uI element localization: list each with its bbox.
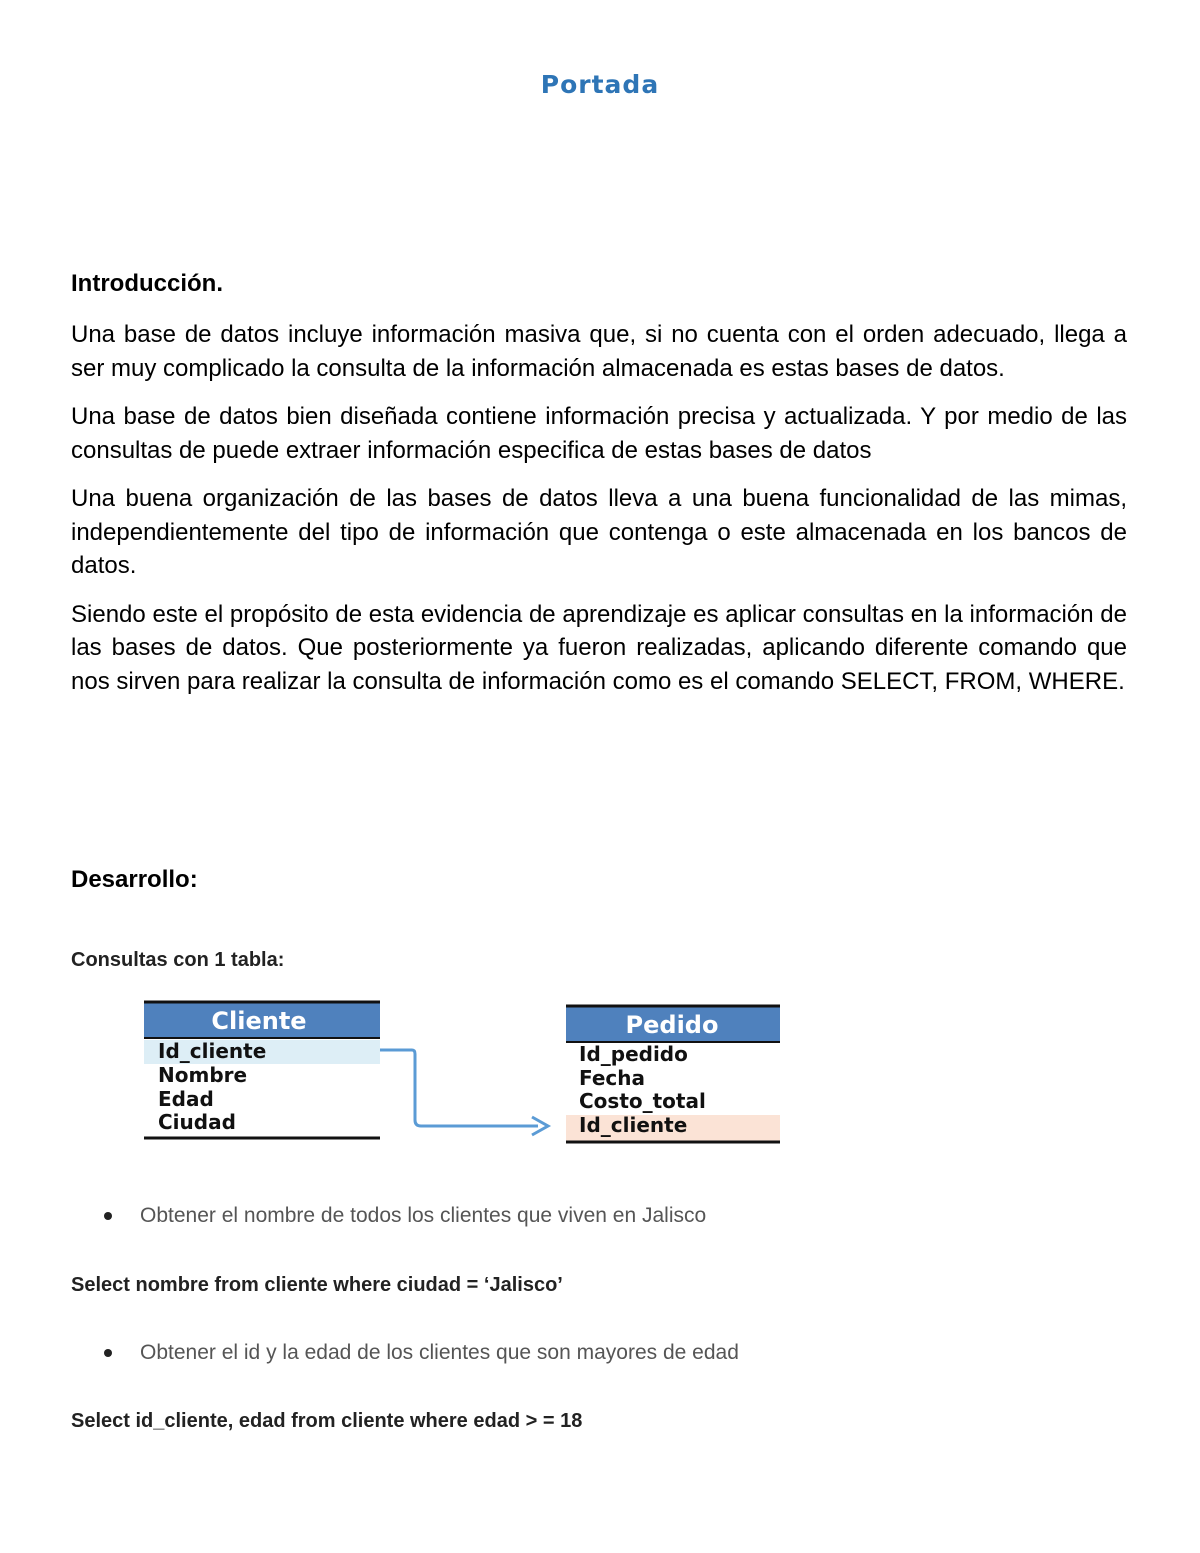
pedido-table-name: Pedido [625, 1011, 719, 1039]
cliente-field: Edad [158, 1087, 214, 1111]
cliente-field: Nombre [158, 1063, 248, 1087]
intro-paragraph: Una buena organización de las bases de datos lleva a una buena funcionalidad de las mimas, independientemente del tipo de información que contenga o este almacenada en los bancos de datos. [71, 485, 1127, 579]
bullet-dot-icon [104, 1212, 112, 1220]
relationship-arrow [380, 1050, 548, 1135]
cliente-table-name: Cliente [211, 1007, 307, 1035]
table-relationship-diagram [140, 996, 790, 1151]
page-title: Portada [540, 70, 660, 99]
intro-paragraph: Una base de datos incluye información masiva que, si no cuenta con el orden adecuado, llega a ser muy complicado la consulta de la información almacenada es estas bases de datos. [71, 321, 1127, 382]
intro-paragraph: Siendo este el propósito de esta evidencia de aprendizaje es aplicar consultas en la información de las bases de datos. Que posteriormente ya fueron realizadas, aplicando diferente comando que nos sirven para realizar la consulta de información como es el comando SELECT, FROM, WHERE. [71, 600, 1127, 695]
intro-section [71, 318, 1127, 713]
cliente-table [144, 1002, 380, 1138]
section-subheading: Consultas con 1 tabla: [71, 949, 285, 971]
intro-paragraph: Una base de datos bien diseñada contiene información precisa y actualizada. Y por medio de las consultas de puede extraer información especifica de estas bases de datos [71, 403, 1127, 464]
bullet-item [104, 1341, 739, 1365]
pedido-field: Fecha [579, 1066, 646, 1090]
bullet-dot-icon [104, 1349, 112, 1357]
sql-query: Select nombre from cliente where ciudad = ‘Jalisco’ [71, 1274, 563, 1296]
cliente-field: Id_cliente [158, 1039, 267, 1063]
pedido-table [566, 1006, 780, 1142]
development-heading: Desarrollo: [71, 866, 198, 893]
sql-query: Select id_cliente, edad from cliente where edad > = 18 [71, 1410, 583, 1432]
bullet-text: Obtener el nombre de todos los clientes que viven en Jalisco [140, 1204, 707, 1227]
cliente-field: Ciudad [158, 1110, 236, 1134]
bullet-item [104, 1204, 706, 1228]
pedido-field: Id_pedido [579, 1042, 688, 1066]
pedido-field: Costo_total [579, 1089, 706, 1113]
pedido-field: Id_cliente [579, 1113, 688, 1137]
bullet-text: Obtener el id y la edad de los clientes que son mayores de edad [140, 1341, 739, 1364]
intro-heading: Introducción. [71, 270, 223, 297]
